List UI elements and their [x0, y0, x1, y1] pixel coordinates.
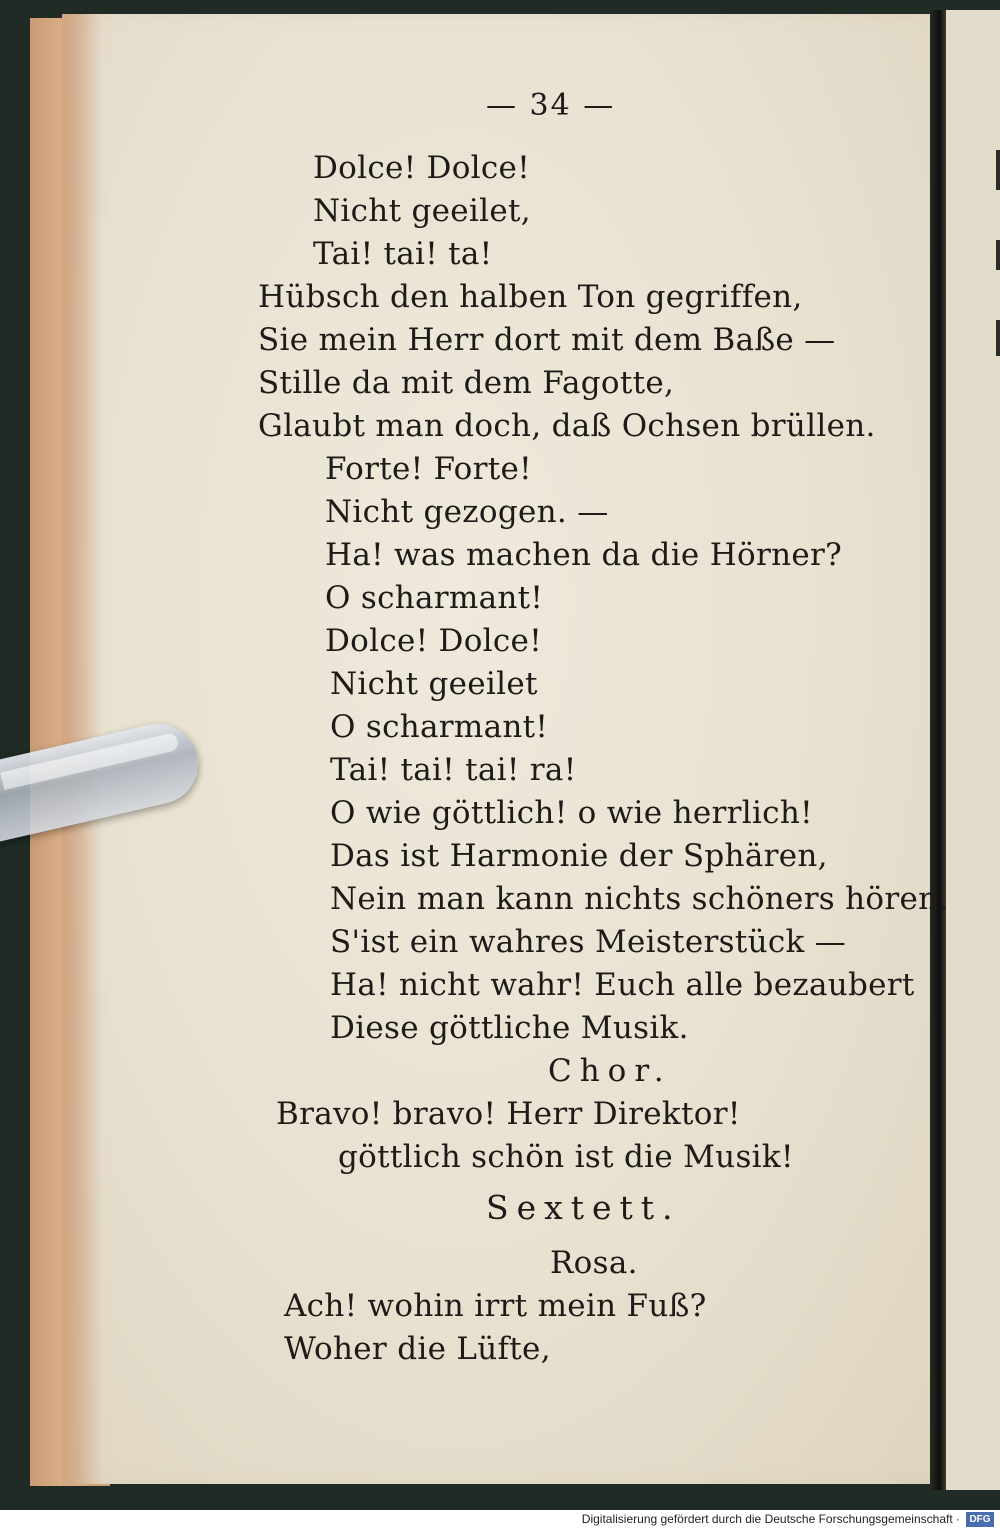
text-line: Ach! wohin irrt mein Fuß?: [284, 1288, 707, 1324]
text-line: Glaubt man doch, daß Ochsen brüllen.: [258, 408, 876, 444]
text-line: Dolce! Dolce!: [313, 150, 530, 186]
text-line: Ha! was machen da die Hörner?: [325, 537, 843, 573]
section-heading: Sextett.: [486, 1188, 681, 1227]
speaker-heading: Chor.: [548, 1053, 672, 1089]
text-line: Dolce! Dolce!: [325, 623, 542, 659]
text-line: Nicht geeilet,: [313, 193, 531, 229]
text-line: Das ist Harmonie der Sphären,: [330, 838, 828, 874]
text-line: Tai! tai! ta!: [313, 236, 493, 272]
text-line: S'ist ein wahres Meisterstück —: [330, 924, 847, 960]
text-line: O scharmant!: [330, 709, 549, 745]
text-line: Nicht gezogen. —: [325, 494, 609, 530]
text-line: Ha! nicht wahr! Euch alle bezaubert: [330, 967, 915, 1003]
text-line: göttlich schön ist die Musik!: [338, 1139, 794, 1175]
digitization-credit: Digitalisierung gefördert durch die Deutsche Forschungsgemeinschaft ·: [581, 1512, 960, 1526]
text-line: Bravo! bravo! Herr Direktor!: [276, 1096, 741, 1132]
text-line: Tai! tai! tai! ra!: [330, 752, 577, 788]
text-line: Nein man kann nichts schöners hören.: [330, 881, 949, 917]
text-line: O scharmant!: [325, 580, 544, 616]
text-line: Hübsch den halben Ton gegriffen,: [258, 279, 803, 315]
page-number: — 34 —: [486, 88, 616, 123]
text-line: Woher die Lüfte,: [284, 1331, 551, 1367]
text-line: Stille da mit dem Fagotte,: [258, 365, 675, 401]
text-line: Diese göttliche Musik.: [330, 1010, 689, 1046]
text-line: Forte! Forte!: [325, 451, 532, 487]
text-line: O wie göttlich! o wie herrlich!: [330, 795, 813, 831]
text-line: Nicht geeilet: [330, 666, 538, 702]
speaker-heading: Rosa.: [550, 1245, 638, 1281]
text-line: Sie mein Herr dort mit dem Baße —: [258, 322, 836, 358]
dfg-logo: DFG: [966, 1512, 994, 1527]
